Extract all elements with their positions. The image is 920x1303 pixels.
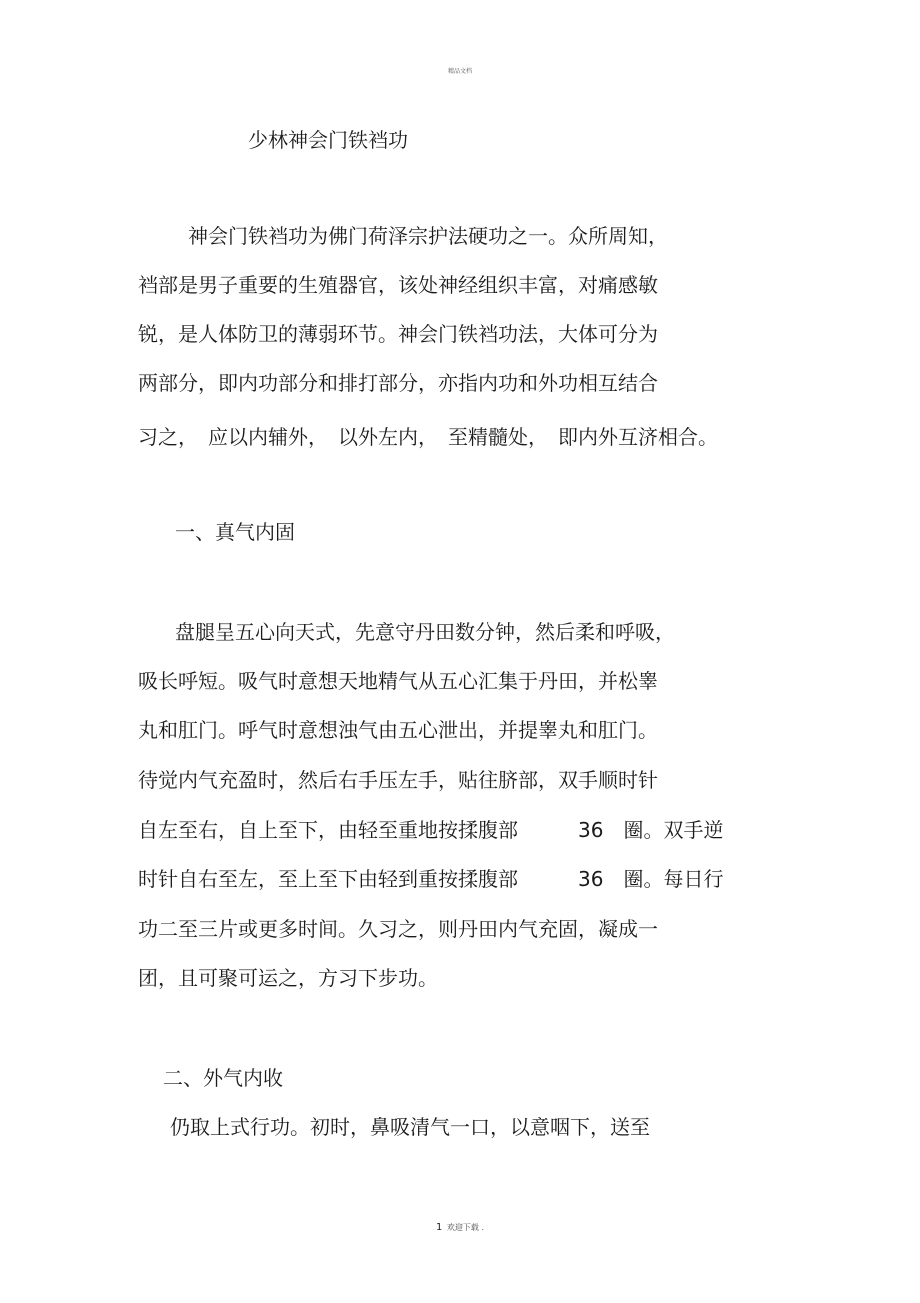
section1-line: 吸长呼短。吸气时意想天地精气从五心汇集于丹田，并松睾 xyxy=(138,669,658,693)
section1-line: 自左至右，自上至下，由轻至重地按揉腹部 36 圈。双手逆 xyxy=(138,818,724,842)
document-title: 少林神会门铁裆功 xyxy=(248,128,408,152)
section1-line: 团，且可聚可运之，方习下步功。 xyxy=(138,966,438,990)
page-footer xyxy=(0,1222,920,1233)
intro-line: 两部分，即内功部分和排打部分，亦指内功和外功相互结合 xyxy=(138,371,658,395)
intro-line: 裆部是男子重要的生殖器官，该处神经组织丰富，对痛感敏 xyxy=(138,273,658,297)
footer-dot: . xyxy=(481,1223,484,1232)
section1-line: 功二至三片或更多时间。久习之，则丹田内气充固，凝成一 xyxy=(138,917,658,941)
section1-line: 待觉内气充盈时，然后右手压左手，贴往脐部，双手顺时针 xyxy=(138,768,658,792)
section2-line: 仍取上式行功。初时，鼻吸清气一口，以意咽下，送至 xyxy=(170,1115,650,1139)
header-note: 精品文档 xyxy=(447,68,472,75)
section1-line: 丸和肛门。呼气时意想浊气由五心泄出，并提睾丸和肛门。 xyxy=(138,718,658,742)
section-heading: 一、真气内固 xyxy=(175,520,295,544)
footer-text: 欢迎下载 xyxy=(446,1223,479,1232)
section1-line: 时针自右至左，至上至下由轻到重按揉腹部 36 圈。每日行 xyxy=(138,867,724,891)
page-number: 1 xyxy=(435,1222,443,1233)
section1-line: 盘腿呈五心向天式，先意守丹田数分钟，然后柔和呼吸， xyxy=(175,620,675,644)
intro-line: 锐，是人体防卫的薄弱环节。神会门铁裆功法，大体可分为 xyxy=(138,322,658,346)
section-heading: 二、外气内收 xyxy=(163,1066,283,1090)
intro-line: 习之， 应以内辅外， 以外左内， 至精髓处， 即内外互济相合。 xyxy=(138,425,718,449)
intro-line: 神会门铁裆功为佛门荷泽宗护法硬功之一。众所周知， xyxy=(188,224,668,248)
